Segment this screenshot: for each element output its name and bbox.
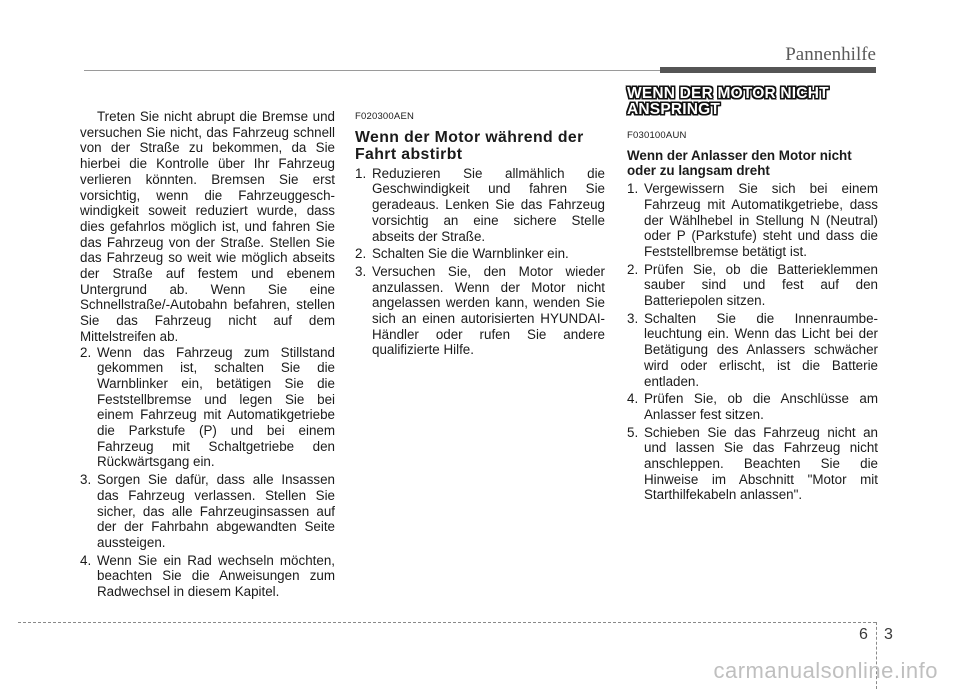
step-text: Vergewissern Sie sich bei einem Fahrzeug mit Automatikgetriebe, dass der Wählhebel in Stellung N (Neutral) oder P (Parkstufe) steht und dass die Feststellbremse betätigt ist. (644, 181, 878, 259)
step-number: 5. (627, 424, 639, 440)
step-text: Reduzieren Sie allmählich die Geschwindigkeit und fahren Sie geradeaus. Lenken Sie das Fahrzeug vorsichtig an eine sichere Stelle abseits der Straße. (372, 165, 605, 244)
step-number: 1. (355, 165, 367, 181)
chapter-number: 6 (859, 626, 868, 643)
list-item (80, 553, 335, 600)
step-number: 4. (627, 391, 639, 407)
list-item (627, 425, 878, 504)
page-number: 3 (884, 626, 893, 643)
list-item (80, 472, 335, 551)
step-number: 3. (627, 310, 639, 326)
footer-rule (18, 622, 876, 623)
intro-paragraph: Treten Sie nicht abrupt die Bremse und versuchen Sie nicht, das Fahrzeug schnell von der Straße zu bekommen, da Sie hierbei die Kontrolle über Ihr Fahrzeug verlieren könnten. Bremsen Sie erst vorsichtig, wenn die Fahrzeuggesch-windigkeit soweit reduziert wurde, dass dies gefahrlos möglich ist, und fahren Sie das Fahrzeug von der Straße. Stellen Sie das Fahrzeug so weit wie möglich abseits der Straße auf festem und ebenem Untergrund ab. Wenn Sie eine Schnellstraße/-Autobahn befahren, stellen Sie das Fahrzeug nicht auf dem Mittelstreifen ab. (80, 109, 335, 344)
step-text: Schieben Sie das Fahrzeug nicht an und lassen Sie das Fahrzeug nicht anschleppen. Beachten Sie die Hinweise im Abschnitt "Motor mit Starthilfekabeln anlassen". (644, 424, 878, 503)
section-code: F020300AEN (355, 111, 415, 122)
header-rule-thick (660, 67, 876, 73)
step-text: Prüfen Sie, ob die Batterieklemmen sauber sind und fest auf den Batteriepolen sitzen. (644, 261, 878, 309)
step-number: 2. (80, 344, 92, 360)
step-number: 2. (355, 246, 367, 262)
list-item (627, 391, 878, 422)
step-number: 2. (627, 261, 639, 277)
step-text: Wenn Sie ein Rad wechseln möchten, beachten Sie die Anweisungen zum Radwechsel in diesem Kapitel. (97, 552, 335, 600)
chapter-title: Pannenhilfe (785, 44, 876, 65)
step-text: Versuchen Sie, den Motor wieder anzulassen. Wenn der Motor nicht angelassen werden kann, wenden Sie sich an einen autorisierten HYUNDAI-Händler oder rufen Sie andere qualifizierte Hilfe. (372, 263, 605, 358)
step-number: 3. (80, 472, 92, 488)
step-text: Schalten Sie die Warnblinker ein. (372, 246, 569, 262)
list-item (355, 246, 605, 262)
header-rule-thin (84, 70, 664, 71)
section-heading-engine-not-start: WENN DER MOTOR NICHT ANSPRINGT (627, 85, 829, 118)
column-right (627, 128, 878, 505)
step-text: Sorgen Sie dafür, dass alle Insassen das Fahrzeug verlassen. Stellen Sie sicher, das alle Fahrzeuginsassen auf der der Fahrbahn abgewandten Seite aussteigen. (97, 472, 335, 550)
watermark-text: carmanualsonline.info (713, 658, 938, 683)
list-item (80, 345, 335, 471)
steps-list-left (80, 345, 335, 600)
section-code: F030100AUN (627, 130, 687, 141)
subheading-starter: Wenn der Anlasser den Motor nicht oder zu langsam dreht (627, 147, 852, 179)
step-number: 4. (80, 552, 92, 568)
step-number: 3. (355, 263, 367, 279)
list-item (627, 262, 878, 309)
column-middle (355, 109, 605, 360)
list-item (627, 311, 878, 390)
section-heading-engine-stalls: Wenn der Motor während der Fahrt abstirbt (355, 128, 584, 163)
step-text: Wenn das Fahrzeug zum Stillstand gekommen ist, schalten Sie die Warnblinker ein, betätigen Sie die Feststellbremse und legen Sie bei einem Fahrzeug mit Automatikgetriebe die Parkstufe (P) und bei einem Fahrzeug mit Schaltgetriebe den Rückwärtsgang ein. (97, 344, 335, 470)
step-text: Schalten Sie die Innenraumbe-leuchtung ein. Wenn das Licht bei der Betätigung des Anlassers schwächer wird oder erlischt, ist die Batterie entladen. (644, 310, 878, 389)
list-item (355, 264, 605, 358)
column-left (80, 109, 335, 602)
step-text: Prüfen Sie, ob die Anschlüsse am Anlasser fest sitzen. (644, 391, 878, 422)
list-item (627, 181, 878, 260)
step-number: 1. (627, 181, 639, 197)
list-item (355, 166, 605, 245)
steps-list-middle (355, 166, 605, 358)
steps-list-right (627, 181, 878, 503)
